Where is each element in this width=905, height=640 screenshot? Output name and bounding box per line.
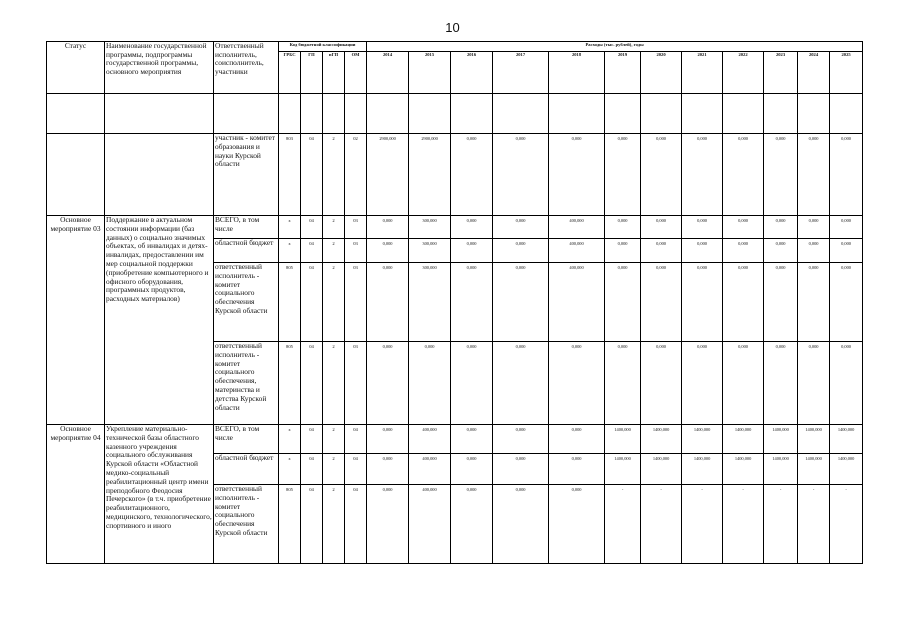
value-cell: 1400,000 [723, 454, 764, 485]
spacer-row [47, 94, 863, 134]
value-cell: 0,000 [764, 342, 798, 425]
code-header: ГП [301, 52, 323, 94]
value-cell: 0,000 [493, 239, 549, 263]
status-cell: Основное мероприятие 04 [47, 425, 105, 564]
code-cell: 04 [301, 134, 323, 216]
code-header: пГП [323, 52, 345, 94]
code-cell: 04 [345, 485, 367, 564]
value-cell: 0,000 [493, 454, 549, 485]
value-cell: 0,000 [605, 263, 641, 342]
value-cell: 0,000 [549, 134, 605, 216]
value-cell: 300,000 [409, 263, 451, 342]
code-cell: 2 [323, 454, 345, 485]
value-cell: 0,000 [605, 134, 641, 216]
year-header: 2021 [682, 52, 723, 94]
year-header: 2019 [605, 52, 641, 94]
value-cell: 300,000 [409, 216, 451, 239]
year-header: 2024 [798, 52, 830, 94]
value-cell: 0,000 [367, 485, 409, 564]
code-cell: 03 [345, 216, 367, 239]
year-header: 2025 [830, 52, 863, 94]
value-cell: 1400,000 [830, 454, 863, 485]
value-cell: - [682, 485, 723, 564]
code-cell: 04 [301, 263, 323, 342]
year-header: 2017 [493, 52, 549, 94]
code-cell: 02 [345, 134, 367, 216]
value-cell: 1400,000 [830, 425, 863, 454]
value-cell: 2900,000 [367, 134, 409, 216]
value-cell: 0,000 [830, 239, 863, 263]
value-cell: 400,000 [549, 239, 605, 263]
value-cell: 0,000 [549, 425, 605, 454]
value-cell: 0,000 [451, 216, 493, 239]
value-cell: 0,000 [682, 216, 723, 239]
value-cell: 1400,000 [605, 454, 641, 485]
status-cell: Основное мероприятие 03 [47, 216, 105, 425]
executor-cell: областной бюджет [214, 454, 279, 485]
value-cell: 0,000 [723, 342, 764, 425]
value-cell: 0,000 [451, 134, 493, 216]
code-cell: 2 [323, 425, 345, 454]
code-cell: 03 [345, 239, 367, 263]
executor-cell: областной бюджет [214, 239, 279, 263]
value-cell: 0,000 [367, 342, 409, 425]
value-cell: 0,000 [830, 263, 863, 342]
code-cell: 805 [279, 263, 301, 342]
value-cell: - [830, 485, 863, 564]
value-cell: 1400,000 [798, 454, 830, 485]
header-row [47, 42, 863, 52]
value-cell: 1400,000 [798, 425, 830, 454]
executor-cell: ответственный исполнитель - комитет социального обеспечения Курской области [214, 485, 279, 564]
value-cell: 0,000 [682, 239, 723, 263]
value-cell: 0,000 [641, 342, 682, 425]
year-header: 2022 [723, 52, 764, 94]
value-cell: 0,000 [451, 239, 493, 263]
value-cell: 0,000 [641, 263, 682, 342]
budget-table [46, 41, 863, 564]
year-header: 2015 [409, 52, 451, 94]
value-cell: 0,000 [798, 216, 830, 239]
value-cell: 300,000 [409, 239, 451, 263]
value-cell: 0,000 [549, 454, 605, 485]
value-cell: 400,000 [409, 485, 451, 564]
value-cell: 1400,000 [764, 425, 798, 454]
value-cell: 0,000 [723, 134, 764, 216]
value-cell: 0,000 [682, 263, 723, 342]
code-cell: 04 [301, 342, 323, 425]
year-header: 2020 [641, 52, 682, 94]
value-cell: 0,000 [367, 263, 409, 342]
value-cell: 0,000 [682, 342, 723, 425]
code-cell: 04 [301, 216, 323, 239]
value-cell: 0,000 [605, 216, 641, 239]
code-cell: 2 [323, 134, 345, 216]
name-cell: Поддержание в актуальном состоянии информации (баз данных) о социально значимых объектах, об инвалидах и детях-инвалидах, предоставлении им мер социальной поддержки (приобретение компьютерного и офисного оборудования, программных продуктов, расходных материалов) [105, 216, 214, 425]
value-cell: 0,000 [549, 485, 605, 564]
value-cell: 1400,000 [641, 425, 682, 454]
code-cell: 04 [301, 425, 323, 454]
expenses-header: Расходы (тыс. рублей), годы [367, 42, 863, 52]
value-cell: 0,000 [641, 216, 682, 239]
value-cell: 0,000 [605, 239, 641, 263]
value-cell: 0,000 [723, 239, 764, 263]
code-cell: 2 [323, 485, 345, 564]
value-cell: 0,000 [764, 216, 798, 239]
value-cell: 0,000 [409, 342, 451, 425]
value-cell: 1400,000 [682, 454, 723, 485]
executor-cell: ВСЕГО, в том числе [214, 425, 279, 454]
value-cell: 0,000 [451, 485, 493, 564]
code-cell: 04 [345, 425, 367, 454]
value-cell: 0,000 [798, 134, 830, 216]
executor-cell: ответственный исполнитель - комитет социального обеспечения Курской области [214, 263, 279, 342]
value-cell: - [764, 485, 798, 564]
value-cell: 0,000 [451, 425, 493, 454]
code-cell: 805 [279, 342, 301, 425]
name-cell: Укрепление материально-технической базы областного казенного учреждения социального обслуживания Курской области «Областной медико-социальный реабилитационный центр имени преподобного Феодосия Печерского» (в т.ч. приобретение реабилитационного, медицинского, технологического, спортивного и иного [105, 425, 214, 564]
code-cell: х [279, 239, 301, 263]
code-cell: 2 [323, 239, 345, 263]
value-cell: 1400,000 [682, 425, 723, 454]
value-cell: 0,000 [830, 342, 863, 425]
code-cell: 805 [279, 485, 301, 564]
value-cell: 2900,000 [409, 134, 451, 216]
value-cell: - [641, 485, 682, 564]
executor-header: Ответственный исполнитель, соисполнитель, участники [214, 42, 279, 94]
page-number: 10 [445, 20, 460, 35]
value-cell: 0,000 [367, 425, 409, 454]
code-cell: х [279, 425, 301, 454]
code-cell: 2 [323, 216, 345, 239]
year-header: 2023 [764, 52, 798, 94]
code-cell: 03 [345, 342, 367, 425]
value-cell: 0,000 [764, 134, 798, 216]
code-cell: 04 [301, 485, 323, 564]
value-cell: 0,000 [723, 263, 764, 342]
name-header: Наименование государственной программы, подпрограммы государственной программы, основного мероприятия [105, 42, 214, 94]
value-cell: 0,000 [493, 342, 549, 425]
table-row [47, 216, 863, 239]
value-cell: 0,000 [830, 216, 863, 239]
value-cell: 0,000 [367, 454, 409, 485]
value-cell: 0,000 [493, 263, 549, 342]
budget-class-header: Код бюджетной классификации [279, 42, 367, 52]
value-cell: - [605, 485, 641, 564]
value-cell: 1400,000 [764, 454, 798, 485]
executor-cell: ответственный исполнитель - комитет социального обеспечения, материнства и детства Курской области [214, 342, 279, 425]
year-header: 2016 [451, 52, 493, 94]
code-cell: 803 [279, 134, 301, 216]
value-cell: 0,000 [798, 239, 830, 263]
value-cell: 0,000 [451, 263, 493, 342]
value-cell: 0,000 [367, 239, 409, 263]
value-cell: 0,000 [641, 239, 682, 263]
value-cell: 0,000 [605, 342, 641, 425]
code-cell: х [279, 216, 301, 239]
value-cell: 400,000 [549, 263, 605, 342]
code-cell: 2 [323, 263, 345, 342]
value-cell: 0,000 [493, 216, 549, 239]
executor-cell: ВСЕГО, в том числе [214, 216, 279, 239]
value-cell: 400,000 [549, 216, 605, 239]
code-cell: 03 [345, 263, 367, 342]
value-cell: 0,000 [549, 342, 605, 425]
code-header: ГРБС [279, 52, 301, 94]
year-header: 2018 [549, 52, 605, 94]
value-cell: 0,000 [451, 342, 493, 425]
table-row [47, 425, 863, 454]
value-cell: 0,000 [493, 485, 549, 564]
value-cell: - [798, 485, 830, 564]
value-cell: 400,000 [409, 425, 451, 454]
code-header: ОМ [345, 52, 367, 94]
value-cell: 0,000 [764, 263, 798, 342]
value-cell: 1400,000 [605, 425, 641, 454]
value-cell: 0,000 [723, 216, 764, 239]
value-cell: 0,000 [682, 134, 723, 216]
value-cell: 0,000 [641, 134, 682, 216]
value-cell: - [723, 485, 764, 564]
value-cell: 1400,000 [641, 454, 682, 485]
code-cell: х [279, 454, 301, 485]
value-cell: 0,000 [493, 134, 549, 216]
value-cell: 0,000 [764, 239, 798, 263]
code-cell: 04 [301, 454, 323, 485]
value-cell: 0,000 [798, 263, 830, 342]
value-cell: 0,000 [830, 134, 863, 216]
year-header: 2014 [367, 52, 409, 94]
executor-cell: участник - комитет образования и науки Курской области [214, 134, 279, 216]
value-cell: 0,000 [451, 454, 493, 485]
status-header: Статус [47, 42, 105, 94]
value-cell: 400,000 [409, 454, 451, 485]
table-row [47, 134, 863, 216]
value-cell: 0,000 [367, 216, 409, 239]
value-cell: 0,000 [798, 342, 830, 425]
code-cell: 2 [323, 342, 345, 425]
code-cell: 04 [301, 239, 323, 263]
code-cell: 04 [345, 454, 367, 485]
value-cell: 0,000 [493, 425, 549, 454]
value-cell: 1400,000 [723, 425, 764, 454]
